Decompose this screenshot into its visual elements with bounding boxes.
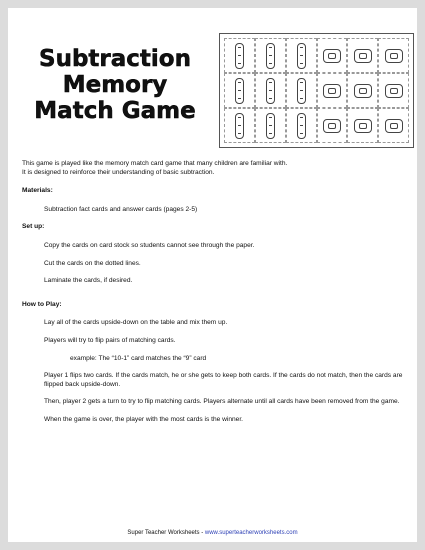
- preview-card: [266, 78, 275, 104]
- materials-item: Subtraction fact cards and answer cards (pages 2-5): [44, 205, 198, 213]
- setup-item: Laminate the cards, if desired.: [44, 277, 133, 285]
- title-line-1: Subtraction: [39, 46, 191, 72]
- preview-card-cell: [224, 38, 255, 73]
- preview-card-cell: [224, 108, 255, 143]
- intro-paragraph: [22, 160, 408, 177]
- preview-card-cell: [286, 38, 317, 73]
- preview-card-cell: [286, 73, 317, 108]
- preview-card: [385, 119, 403, 133]
- instructions: [22, 160, 408, 434]
- preview-card: [323, 84, 341, 98]
- setup-item: Copy the cards on card stock so students cannot see through the paper.: [44, 241, 255, 249]
- preview-card: [297, 113, 306, 139]
- play-step: When the game is over, the player with the most cards is the winner.: [44, 415, 244, 423]
- footer-link[interactable]: www.superteacherworksheets.com: [204, 530, 298, 536]
- preview-card: [235, 43, 244, 69]
- page-footer: [8, 530, 417, 536]
- setup-heading: Set up:: [22, 223, 45, 231]
- play-step: Players will try to flip pairs of matching cards.: [44, 336, 176, 344]
- preview-card-cell: [317, 73, 348, 108]
- preview-card-cell: [347, 73, 378, 108]
- preview-card: [385, 49, 403, 63]
- card-preview-grid: [224, 38, 409, 143]
- preview-card-cell: [255, 38, 286, 73]
- preview-card-cell: [378, 73, 409, 108]
- preview-card-cell: [255, 108, 286, 143]
- preview-card: [323, 119, 341, 133]
- materials-heading: Materials:: [22, 187, 53, 195]
- footer-text: Super Teacher Worksheets -: [127, 530, 205, 536]
- preview-card-cell: [347, 38, 378, 73]
- preview-card: [354, 49, 372, 63]
- setup-item: Cut the cards on the dotted lines.: [44, 259, 141, 267]
- how-to-play-heading: How to Play:: [22, 300, 62, 308]
- preview-card-cell: [378, 108, 409, 143]
- preview-card: [266, 43, 275, 69]
- preview-card: [235, 113, 244, 139]
- card-preview-image: [219, 33, 414, 148]
- preview-card: [354, 84, 372, 98]
- title-line-2: Memory: [62, 72, 168, 98]
- preview-card-cell: [317, 38, 348, 73]
- play-example: example: The “10-1” card matches the “9” card: [70, 354, 207, 362]
- preview-card: [385, 84, 403, 98]
- preview-card: [235, 78, 244, 104]
- preview-card: [323, 49, 341, 63]
- preview-card-cell: [378, 38, 409, 73]
- page-title: [30, 46, 200, 124]
- worksheet-page: [8, 8, 417, 542]
- preview-card-cell: [317, 108, 348, 143]
- intro-line-1: This game is played like the memory match card game that many children are familiar with.: [22, 160, 288, 167]
- preview-card-cell: [255, 73, 286, 108]
- preview-card: [266, 113, 275, 139]
- play-step: Then, player 2 gets a turn to try to flip matching cards. Players alternate until all cards have been removed from the game.: [44, 398, 400, 406]
- preview-card-cell: [286, 108, 317, 143]
- title-line-3: Match Game: [34, 98, 196, 124]
- preview-card: [354, 119, 372, 133]
- intro-line-2: It is designed to reinforce their understanding of basic subtraction.: [22, 168, 215, 176]
- preview-card-cell: [224, 73, 255, 108]
- preview-card: [297, 78, 306, 104]
- preview-card: [297, 43, 306, 69]
- preview-card-cell: [347, 108, 378, 143]
- play-step: Lay all of the cards upside-down on the table and mix them up.: [44, 319, 228, 327]
- play-step: Player 1 flips two cards. If the cards match, he or she gets to keep both cards. If the cards do not match, then the cards are flipped back upside-down.: [44, 372, 403, 388]
